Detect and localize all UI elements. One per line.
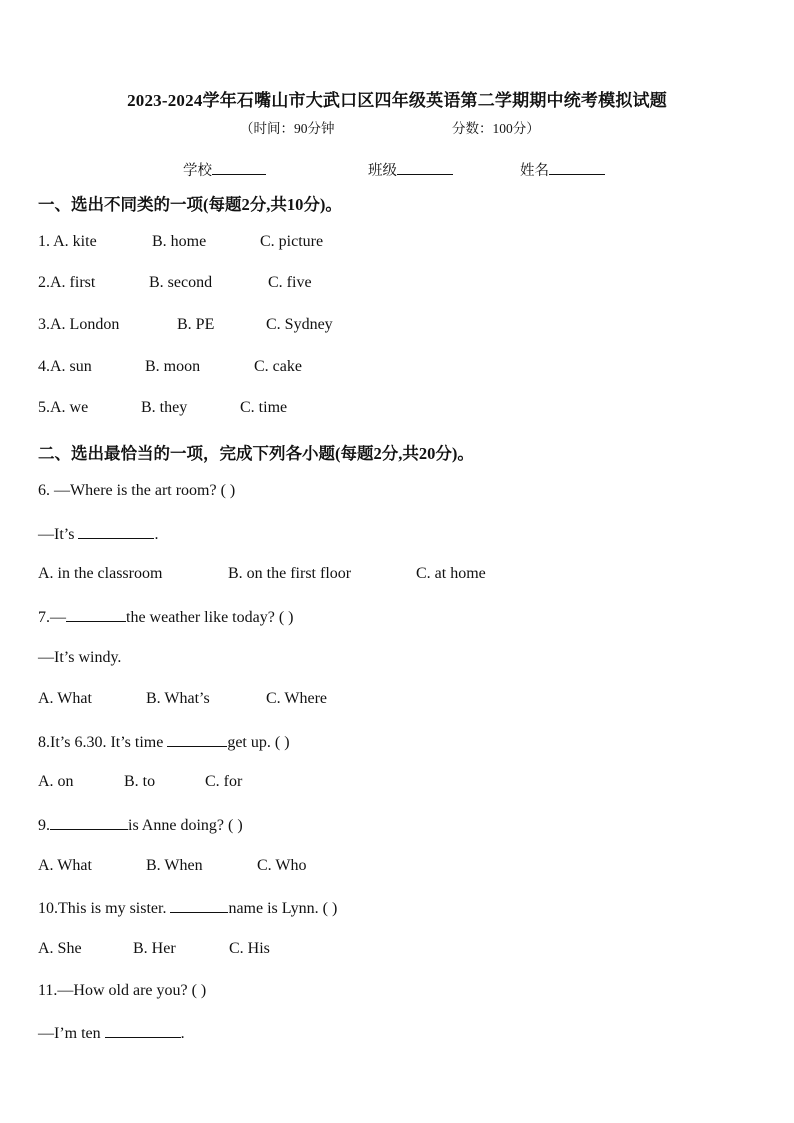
- q6-answer-suffix: .: [154, 526, 159, 543]
- q2-option-b: B. second: [149, 274, 213, 291]
- q7-option-b: B. What’s: [146, 690, 210, 707]
- q11-answer-suffix: .: [180, 1025, 185, 1042]
- q6-blank: [78, 524, 154, 539]
- q8-option-b: B. to: [124, 773, 156, 790]
- question-1: [38, 233, 97, 251]
- q11-blank: [105, 1023, 181, 1038]
- q8-option-a: A. on: [38, 773, 74, 790]
- q7-stem-prefix: 7.—: [38, 609, 66, 626]
- q5-option-c: C. time: [240, 399, 288, 416]
- question-7-stem: [38, 607, 293, 627]
- school-blank: [212, 160, 266, 175]
- option-a: 2.A. first: [38, 274, 96, 291]
- q4-option-c: C. cake: [254, 358, 302, 375]
- page-title: 2023-2024学年石嘴山市大武口区四年级英语第二学期期中统考模拟试题: [127, 91, 667, 110]
- q3-option-b: B. PE: [177, 316, 215, 333]
- time-limit: （时间：90分钟: [240, 121, 335, 136]
- q9-option-a: A. What: [38, 857, 92, 874]
- class-blank: [397, 160, 453, 175]
- section1-heading: 一、选出不同类的一项(每题2分,共10分)。: [38, 195, 342, 214]
- q9-option-b: B. When: [146, 857, 203, 874]
- section2-heading: 二、选出最恰当的一项，完成下列各小题(每题2分,共20分)。: [38, 444, 474, 463]
- q8-stem-suffix: get up. ( ): [227, 734, 290, 751]
- q6-option-b: B. on the first floor: [228, 565, 352, 582]
- q10-stem-suffix: name is Lynn. ( ): [228, 900, 338, 917]
- q2-option-c: C. five: [268, 274, 312, 291]
- q8-blank: [167, 732, 227, 747]
- question-10-stem: [38, 898, 337, 918]
- question-11-answer-line: [38, 1023, 185, 1043]
- option-a: 3.A. London: [38, 316, 120, 333]
- q10-option-a: A. She: [38, 940, 82, 957]
- q9-option-c: C. Who: [257, 857, 307, 874]
- name-field: [520, 159, 605, 180]
- q5-option-b: B. they: [141, 399, 188, 416]
- q1-option-b: B. home: [152, 233, 207, 250]
- question-6-answer-line: [38, 524, 158, 544]
- q4-option-b: B. moon: [145, 358, 201, 375]
- question-7-answer-line: —It’s windy.: [38, 649, 122, 666]
- q6-option-a: A. in the classroom: [38, 565, 163, 582]
- q8-option-c: C. for: [205, 773, 243, 790]
- question-4: [38, 358, 92, 376]
- q8-stem-prefix: 8.It’s 6.30. It’s time: [38, 734, 164, 751]
- class-label: 班级: [368, 163, 397, 179]
- q10-option-b: B. Her: [133, 940, 176, 957]
- q7-option-a: A. What: [38, 690, 92, 707]
- option-a: 1. A. kite: [38, 233, 97, 250]
- class-field: [368, 159, 453, 180]
- q10-stem-prefix: 10.This is my sister.: [38, 900, 167, 917]
- question-11-stem: 11.—How old are you? ( ): [38, 982, 207, 999]
- q10-blank: [170, 898, 228, 913]
- question-6-stem: 6. —Where is the art room? ( ): [38, 482, 236, 499]
- name-label: 姓名: [520, 163, 549, 179]
- question-3: [38, 316, 119, 334]
- total-score: 分数：100分）: [452, 121, 540, 136]
- q6-answer-prefix: —It’s: [38, 526, 75, 543]
- q3-option-c: C. Sydney: [266, 316, 333, 333]
- name-blank: [549, 160, 605, 175]
- question-9-stem: [38, 815, 243, 835]
- school-label: 学校: [183, 163, 212, 179]
- q9-blank: [50, 815, 128, 830]
- school-field: [183, 159, 266, 180]
- option-a: 5.A. we: [38, 399, 89, 416]
- q6-option-c: C. at home: [416, 565, 486, 582]
- q11-answer-prefix: —I’m ten: [38, 1025, 101, 1042]
- q7-stem-suffix: the weather like today? ( ): [126, 609, 294, 626]
- q1-option-c: C. picture: [260, 233, 324, 250]
- q9-stem-prefix: 9.: [38, 817, 50, 834]
- q9-stem-suffix: is Anne doing? ( ): [128, 817, 243, 834]
- q7-option-c: C. Where: [266, 690, 328, 707]
- q10-option-c: C. His: [229, 940, 270, 957]
- q7-blank: [66, 607, 126, 622]
- question-8-stem: [38, 732, 290, 752]
- option-a: 4.A. sun: [38, 358, 92, 375]
- question-2: [38, 274, 95, 292]
- question-5: [38, 399, 88, 417]
